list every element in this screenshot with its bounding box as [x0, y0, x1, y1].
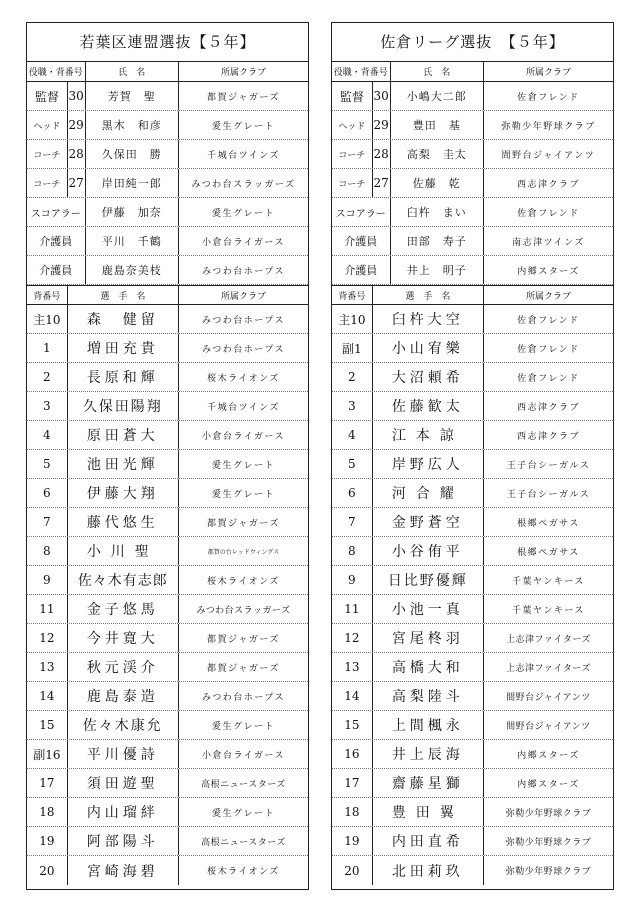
- player-row: [27, 334, 308, 363]
- player-name: 鹿島泰造: [67, 682, 178, 710]
- staff-role: コーチ: [33, 150, 61, 161]
- staff-row: [27, 140, 308, 169]
- player-name: 森 健留: [67, 305, 178, 333]
- role-header: 役職・背番号: [28, 68, 83, 78]
- player-row: [27, 363, 308, 392]
- player-row: [332, 566, 613, 595]
- jersey-number: 4: [348, 428, 356, 442]
- player-row: [27, 856, 308, 885]
- player-row: [332, 479, 613, 508]
- player-row: [332, 653, 613, 682]
- jersey-number: 1: [43, 341, 51, 355]
- staff-number: 28: [372, 140, 390, 168]
- wakaba-roster-panel: [26, 22, 309, 890]
- player-club: 高根ニュースターズ: [178, 827, 308, 855]
- jersey-number: 副1: [342, 341, 362, 356]
- player-club: 西志津クラブ: [483, 421, 613, 449]
- jersey-number: 20: [344, 863, 360, 878]
- player-row: [27, 740, 308, 769]
- staff-row: [27, 82, 308, 111]
- staff-role: 介護員: [344, 264, 378, 277]
- staff-number: 29: [67, 111, 85, 139]
- jersey-header: 背番号: [338, 291, 366, 302]
- name-header: 氏 名: [85, 62, 178, 81]
- staff-club: 佐倉フレンド: [483, 198, 613, 226]
- staff-row: [332, 169, 613, 198]
- jersey-number: 4: [43, 428, 51, 442]
- staff-role: 監督: [339, 89, 364, 104]
- player-name: 日比野優輝: [372, 566, 483, 594]
- player-name: 金子悠馬: [67, 595, 178, 623]
- player-club: 上志津ファイターズ: [483, 653, 613, 681]
- jersey-number: 11: [344, 602, 360, 616]
- staff-name: 芳賀 聖: [85, 82, 178, 110]
- player-name: 大沼頼希: [372, 363, 483, 391]
- player-row: [27, 595, 308, 624]
- staff-club: 西志津クラブ: [483, 169, 613, 197]
- jersey-number: 15: [344, 718, 360, 732]
- player-name: 河合耀: [372, 479, 483, 507]
- jersey-header: 背番号: [33, 291, 61, 302]
- staff-club: みつわ台ホープス: [178, 256, 308, 284]
- player-row: [27, 537, 308, 566]
- player-row: [332, 305, 613, 334]
- staff-club: みつわ台スラッガーズ: [178, 169, 308, 197]
- player-club: 千葉ヤンキース: [483, 566, 613, 594]
- player-club: 都賀ジャガーズ: [178, 653, 308, 681]
- player-club: 愛生グレート: [178, 479, 308, 507]
- player-name: 宮崎海碧: [67, 856, 178, 885]
- player-header-row: [27, 285, 308, 305]
- player-name: 藤代悠生: [67, 508, 178, 536]
- roster-title: 若葉区連盟選抜【５年】: [27, 23, 308, 62]
- staff-name: 久保田 勝: [85, 140, 178, 168]
- staff-role: コーチ: [338, 150, 366, 161]
- player-row: [27, 624, 308, 653]
- jersey-number: 19: [39, 834, 55, 848]
- staff-name: 田部 寿子: [390, 227, 483, 255]
- player-club: 愛生グレート: [178, 450, 308, 478]
- jersey-number: 18: [39, 805, 55, 819]
- staff-role: スコアラー: [30, 208, 81, 220]
- player-club: 間野台ジャイアンツ: [483, 682, 613, 710]
- player-club: 都賀ジャガーズ: [178, 508, 308, 536]
- player-row: [27, 682, 308, 711]
- player-row: [332, 595, 613, 624]
- name-header: 氏 名: [390, 62, 483, 81]
- player-name: 上間楓永: [372, 711, 483, 739]
- jersey-number: 20: [39, 863, 55, 878]
- jersey-number: 15: [39, 718, 55, 732]
- player-row: [332, 798, 613, 827]
- player-name: 小谷侑平: [372, 537, 483, 565]
- staff-number: 27: [372, 169, 390, 197]
- player-row: [332, 421, 613, 450]
- jersey-number: 7: [348, 515, 356, 529]
- player-club: みつわ台スラッガーズ: [178, 595, 308, 623]
- jersey-number: 7: [43, 515, 51, 529]
- sakura-roster-panel: [331, 22, 614, 890]
- player-club: 千葉ヤンキース: [483, 595, 613, 623]
- staff-club: 小倉台ライガース: [178, 227, 308, 255]
- player-row: [27, 827, 308, 856]
- staff-row: [332, 227, 613, 256]
- jersey-number: 3: [43, 399, 51, 413]
- player-club: 愛生グレート: [178, 798, 308, 826]
- staff-name: 井上 明子: [390, 256, 483, 284]
- staff-row: [332, 111, 613, 140]
- player-club: みつわ台ホープス: [178, 334, 308, 362]
- club-header: 所属クラブ: [483, 62, 613, 81]
- player-name: 豊田翼: [372, 798, 483, 826]
- player-name: 阿部陽斗: [67, 827, 178, 855]
- player-name: 池田光輝: [67, 450, 178, 478]
- staff-club: 佐倉フレンド: [483, 82, 613, 110]
- player-row: [332, 740, 613, 769]
- jersey-number: 12: [344, 631, 360, 645]
- player-name: 江本諒: [372, 421, 483, 449]
- jersey-number: 8: [348, 544, 356, 558]
- player-club: 王子台シーガルス: [483, 479, 613, 507]
- jersey-number: 17: [39, 776, 55, 790]
- player-club: 内郷スターズ: [483, 740, 613, 768]
- club-header: 所属クラブ: [178, 286, 308, 304]
- player-row: [27, 305, 308, 334]
- player-row: [332, 827, 613, 856]
- player-club: 小倉台ライガース: [178, 421, 308, 449]
- staff-role: 監督: [34, 89, 59, 104]
- jersey-number: 9: [43, 573, 51, 587]
- player-name: 秋元渓介: [67, 653, 178, 681]
- jersey-number: 5: [43, 457, 51, 471]
- player-club: 佐倉フレンド: [483, 334, 613, 362]
- player-name: 小川聖: [67, 537, 178, 565]
- player-name: 伊藤大翔: [67, 479, 178, 507]
- player-club: 千城台ツインズ: [178, 392, 308, 420]
- player-name: 臼杵大空: [372, 305, 483, 333]
- player-row: [332, 711, 613, 740]
- staff-name: 小嶋大二郎: [390, 82, 483, 110]
- staff-row: [332, 198, 613, 227]
- player-row: [332, 624, 613, 653]
- jersey-number: 13: [344, 660, 360, 674]
- club-header: 所属クラブ: [483, 286, 613, 304]
- player-name: 井上辰海: [372, 740, 483, 768]
- player-row: [27, 508, 308, 537]
- jersey-number: 5: [348, 457, 356, 471]
- player-club: 弥勒少年野球クラブ: [483, 798, 613, 826]
- staff-club: 間野台ジャイアンツ: [483, 140, 613, 168]
- jersey-number: 2: [348, 370, 356, 384]
- jersey-number: 16: [344, 747, 360, 761]
- player-row: [27, 653, 308, 682]
- player-club: みつわ台ホープス: [178, 682, 308, 710]
- roster-title: 佐倉リーグ選抜 【５年】: [332, 23, 613, 62]
- player-name: 平川優詩: [67, 740, 178, 768]
- player-row: [332, 537, 613, 566]
- player-row: [27, 769, 308, 798]
- staff-role: コーチ: [33, 179, 61, 190]
- player-name-header: 選 手 名: [372, 286, 483, 304]
- player-name: 内山瑠絆: [67, 798, 178, 826]
- player-name-header: 選 手 名: [67, 286, 178, 304]
- player-name: 宮尾柊羽: [372, 624, 483, 652]
- player-row: [27, 479, 308, 508]
- player-club: 佐倉フレンド: [483, 363, 613, 391]
- player-club: 都賀ジャガーズ: [178, 624, 308, 652]
- staff-role: スコアラー: [335, 208, 386, 220]
- staff-row: [27, 227, 308, 256]
- jersey-number: 6: [348, 486, 356, 500]
- staff-number: 29: [372, 111, 390, 139]
- player-club: 根郷ペガサス: [483, 537, 613, 565]
- player-name: 増田充貴: [67, 334, 178, 362]
- player-club: 内郷スターズ: [483, 769, 613, 797]
- player-club: 都賀の台レッドウィングス: [178, 537, 308, 565]
- staff-row: [27, 256, 308, 285]
- jersey-number: 主10: [33, 312, 61, 327]
- staff-club: 愛生グレート: [178, 111, 308, 139]
- player-name: 北田莉玖: [372, 856, 483, 885]
- player-club: 上志津ファイターズ: [483, 624, 613, 652]
- jersey-number: 6: [43, 486, 51, 500]
- staff-name: 臼杵 まい: [390, 198, 483, 226]
- staff-row: [27, 198, 308, 227]
- jersey-number: 13: [39, 660, 55, 674]
- jersey-number: 3: [348, 399, 356, 413]
- staff-name: 伊藤 加奈: [85, 198, 178, 226]
- player-row: [27, 421, 308, 450]
- player-club: 間野台ジャイアンツ: [483, 711, 613, 739]
- jersey-number: 9: [348, 573, 356, 587]
- player-name: 高橋大和: [372, 653, 483, 681]
- player-name: 齋藤星獅: [372, 769, 483, 797]
- player-row: [332, 682, 613, 711]
- player-name: 金野蒼空: [372, 508, 483, 536]
- player-club: みつわ台ホープス: [178, 305, 308, 333]
- staff-name: 鹿島奈美枝: [85, 256, 178, 284]
- staff-number: 27: [67, 169, 85, 197]
- jersey-number: 17: [344, 776, 360, 790]
- jersey-number: 14: [39, 689, 55, 703]
- player-club: 高根ニュースターズ: [178, 769, 308, 797]
- player-header-row: [332, 285, 613, 305]
- player-name: 長原和輝: [67, 363, 178, 391]
- staff-club: 弥勒少年野球クラブ: [483, 111, 613, 139]
- player-row: [27, 711, 308, 740]
- player-row: [332, 334, 613, 363]
- staff-name: 豊田 基: [390, 111, 483, 139]
- player-club: 愛生グレート: [178, 711, 308, 739]
- player-name: 岸野広人: [372, 450, 483, 478]
- player-club: 王子台シーガルス: [483, 450, 613, 478]
- player-name: 内田直希: [372, 827, 483, 855]
- player-row: [27, 798, 308, 827]
- player-club: 小倉台ライガース: [178, 740, 308, 768]
- player-club: 桜木ライオンズ: [178, 566, 308, 594]
- staff-name: 岸田純一郎: [85, 169, 178, 197]
- player-name: 須田遊聖: [67, 769, 178, 797]
- staff-role: 介護員: [344, 235, 378, 248]
- staff-club: 愛生グレート: [178, 198, 308, 226]
- player-club: 弥勒少年野球クラブ: [483, 856, 613, 885]
- staff-role: 介護員: [39, 235, 73, 248]
- jersey-number: 8: [43, 544, 51, 558]
- staff-number: 30: [372, 82, 390, 110]
- staff-club: 千城台ツインズ: [178, 140, 308, 168]
- jersey-number: 18: [344, 805, 360, 819]
- staff-role: 介護員: [39, 264, 73, 277]
- player-row: [332, 363, 613, 392]
- player-name: 佐藤歓太: [372, 392, 483, 420]
- staff-number: 28: [67, 140, 85, 168]
- player-row: [27, 392, 308, 421]
- staff-role: ヘッド: [33, 121, 61, 132]
- role-header: 役職・背番号: [333, 68, 388, 78]
- staff-row: [332, 82, 613, 111]
- staff-club: 南志津ツインズ: [483, 227, 613, 255]
- staff-row: [332, 256, 613, 285]
- staff-name: 佐藤 乾: [390, 169, 483, 197]
- player-club: 西志津クラブ: [483, 392, 613, 420]
- jersey-number: 14: [344, 689, 360, 703]
- player-row: [332, 392, 613, 421]
- player-name: 佐々木有志郎: [67, 566, 178, 594]
- player-row: [332, 450, 613, 479]
- staff-name: 黒木 和彦: [85, 111, 178, 139]
- staff-role: コーチ: [338, 179, 366, 190]
- player-name: 小池一真: [372, 595, 483, 623]
- player-row: [27, 566, 308, 595]
- player-name: 今井寛大: [67, 624, 178, 652]
- staff-header-row: [27, 62, 308, 82]
- player-row: [332, 769, 613, 798]
- staff-row: [27, 169, 308, 198]
- staff-header-row: [332, 62, 613, 82]
- player-club: 桜木ライオンズ: [178, 856, 308, 885]
- staff-row: [27, 111, 308, 140]
- player-row: [332, 856, 613, 885]
- staff-club: 都賀ジャガーズ: [178, 82, 308, 110]
- jersey-number: 副16: [33, 747, 61, 762]
- jersey-number: 2: [43, 370, 51, 384]
- player-club: 弥勒少年野球クラブ: [483, 827, 613, 855]
- player-club: 根郷ペガサス: [483, 508, 613, 536]
- player-row: [332, 508, 613, 537]
- staff-number: 30: [67, 82, 85, 110]
- jersey-number: 主10: [338, 312, 366, 327]
- staff-name: 平川 千鶴: [85, 227, 178, 255]
- player-name: 小山宥樂: [372, 334, 483, 362]
- staff-name: 高梨 圭太: [390, 140, 483, 168]
- club-header: 所属クラブ: [178, 62, 308, 81]
- player-name: 高梨陸斗: [372, 682, 483, 710]
- jersey-number: 12: [39, 631, 55, 645]
- player-club: 桜木ライオンズ: [178, 363, 308, 391]
- player-club: 佐倉フレンド: [483, 305, 613, 333]
- staff-row: [332, 140, 613, 169]
- staff-club: 内郷スターズ: [483, 256, 613, 284]
- player-name: 原田蒼大: [67, 421, 178, 449]
- jersey-number: 11: [39, 602, 55, 616]
- player-name: 久保田陽翔: [67, 392, 178, 420]
- player-row: [27, 450, 308, 479]
- staff-role: ヘッド: [338, 121, 366, 132]
- jersey-number: 19: [344, 834, 360, 848]
- player-name: 佐々木康允: [67, 711, 178, 739]
